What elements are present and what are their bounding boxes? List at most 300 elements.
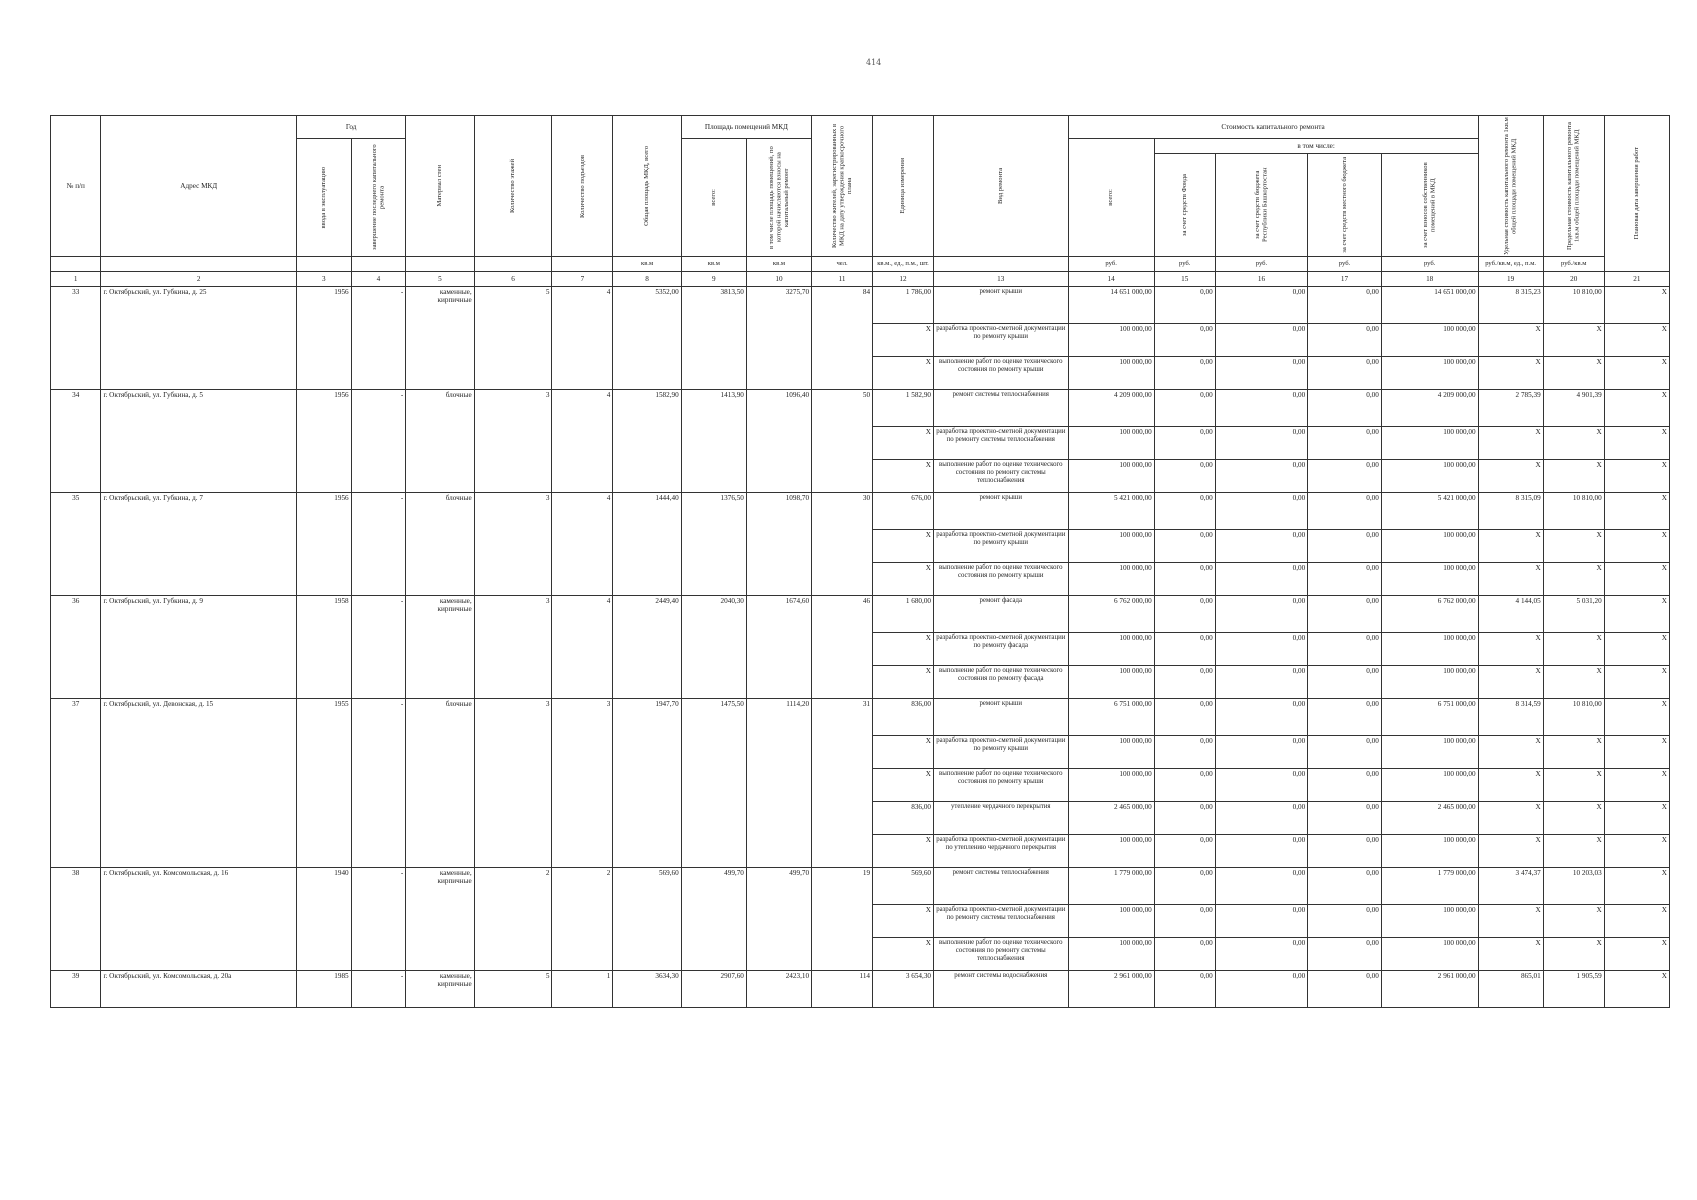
work-cost-republic: 0,00 (1215, 287, 1308, 324)
work-plan-date: X (1604, 971, 1669, 1008)
work-cost-republic: 0,00 (1215, 736, 1308, 769)
col-cost-owners-header: за счет взносов собственников помещений в МКД (1381, 154, 1478, 257)
row-area-contrib: 499,70 (746, 868, 811, 971)
work-qty: 836,00 (873, 699, 934, 736)
work-qty: X (873, 835, 934, 868)
work-cost-total: 2 961 000,00 (1068, 971, 1154, 1008)
work-unit-cost: X (1478, 835, 1543, 868)
work-cost-total: 100 000,00 (1068, 460, 1154, 493)
row-material: блочные (406, 390, 474, 493)
work-qty: X (873, 736, 934, 769)
row-last-repair: - (351, 287, 406, 390)
row-last-repair: - (351, 493, 406, 596)
work-cost-fund: 0,00 (1154, 938, 1215, 971)
work-cost-total: 100 000,00 (1068, 905, 1154, 938)
col-limit-cost-header: Предельная стоимость капитального ремонта 1кв.м общей площади помещений МКД (1543, 116, 1604, 257)
work-plan-date: X (1604, 563, 1669, 596)
work-cost-local: 0,00 (1308, 460, 1382, 493)
row-area-all: 1413,90 (681, 390, 746, 493)
row-total-area: 1444,40 (613, 493, 681, 596)
work-type: ремонт крыши (934, 699, 1069, 736)
work-cost-owners: 100 000,00 (1381, 666, 1478, 699)
work-plan-date: X (1604, 938, 1669, 971)
work-unit-cost: X (1478, 666, 1543, 699)
work-cost-republic: 0,00 (1215, 493, 1308, 530)
work-plan-date: X (1604, 493, 1669, 530)
work-cost-total: 6 762 000,00 (1068, 596, 1154, 633)
row-area-contrib: 3275,70 (746, 287, 811, 390)
col-cost-group-header: Стоимость капитального ремонта (1068, 116, 1478, 139)
work-unit-cost: X (1478, 905, 1543, 938)
row-residents: 31 (812, 699, 873, 868)
work-qty: 1 680,00 (873, 596, 934, 633)
work-type: разработка проектно-сметной документации по ремонту крыши (934, 324, 1069, 357)
work-cost-owners: 100 000,00 (1381, 427, 1478, 460)
col-material-header: Материал стен (406, 116, 474, 257)
work-cost-fund: 0,00 (1154, 287, 1215, 324)
work-qty: 3 654,30 (873, 971, 934, 1008)
col-area-group-header: Площадь помещений МКД (681, 116, 811, 139)
work-unit-cost: X (1478, 736, 1543, 769)
work-type: выполнение работ по оценке технического состояния по ремонту системы теплоснабжения (934, 460, 1069, 493)
row-address: г. Октябрьский, ул. Губкина, д. 9 (101, 596, 297, 699)
row-total-area: 3634,30 (613, 971, 681, 1008)
work-unit-cost: 2 785,39 (1478, 390, 1543, 427)
work-type: выполнение работ по оценке технического состояния по ремонту крыши (934, 357, 1069, 390)
table-body (51, 287, 1670, 1008)
work-cost-fund: 0,00 (1154, 802, 1215, 835)
row-area-contrib: 2423,10 (746, 971, 811, 1008)
work-plan-date: X (1604, 287, 1669, 324)
work-plan-date: X (1604, 390, 1669, 427)
work-plan-date: X (1604, 666, 1669, 699)
row-address: г. Октябрьский, ул. Комсомольская, д. 20а (101, 971, 297, 1008)
work-cost-total: 100 000,00 (1068, 530, 1154, 563)
row-area-contrib: 1096,40 (746, 390, 811, 493)
row-address: г. Октябрьский, ул. Губкина, д. 25 (101, 287, 297, 390)
work-qty: X (873, 530, 934, 563)
row-number: 34 (51, 390, 101, 493)
work-cost-republic: 0,00 (1215, 390, 1308, 427)
work-cost-fund: 0,00 (1154, 905, 1215, 938)
row-floors: 3 (474, 493, 552, 596)
work-cost-republic: 0,00 (1215, 596, 1308, 633)
work-type: ремонт системы теплоснабжения (934, 390, 1069, 427)
row-area-all: 499,70 (681, 868, 746, 971)
work-limit-cost: 10 810,00 (1543, 699, 1604, 736)
row-year: 1958 (296, 596, 351, 699)
row-residents: 30 (812, 493, 873, 596)
work-cost-republic: 0,00 (1215, 563, 1308, 596)
work-limit-cost: X (1543, 802, 1604, 835)
work-cost-owners: 1 779 000,00 (1381, 868, 1478, 905)
work-cost-total: 100 000,00 (1068, 736, 1154, 769)
work-plan-date: X (1604, 835, 1669, 868)
col-floors-header: Количество этажей (474, 116, 552, 257)
row-address: г. Октябрьский, ул. Комсомольская, д. 16 (101, 868, 297, 971)
col-no-header: № п/п (51, 116, 101, 257)
work-unit-cost: X (1478, 938, 1543, 971)
work-limit-cost: X (1543, 736, 1604, 769)
work-cost-republic: 0,00 (1215, 357, 1308, 390)
col-year-commission-header: ввода в эксплуатацию (296, 139, 351, 257)
work-cost-total: 1 779 000,00 (1068, 868, 1154, 905)
page-number: 414 (866, 58, 882, 67)
work-cost-fund: 0,00 (1154, 324, 1215, 357)
work-cost-local: 0,00 (1308, 287, 1382, 324)
work-cost-fund: 0,00 (1154, 357, 1215, 390)
work-cost-owners: 100 000,00 (1381, 324, 1478, 357)
work-limit-cost: 10 810,00 (1543, 493, 1604, 530)
work-limit-cost: X (1543, 563, 1604, 596)
row-address: г. Октябрьский, ул. Губкина, д. 5 (101, 390, 297, 493)
work-cost-owners: 100 000,00 (1381, 769, 1478, 802)
col-year-last-repair-header: завершение последнего капитального ремонта (351, 139, 406, 257)
work-cost-local: 0,00 (1308, 835, 1382, 868)
work-cost-total: 100 000,00 (1068, 563, 1154, 596)
work-cost-total: 6 751 000,00 (1068, 699, 1154, 736)
work-cost-fund: 0,00 (1154, 835, 1215, 868)
work-cost-local: 0,00 (1308, 699, 1382, 736)
work-cost-owners: 2 465 000,00 (1381, 802, 1478, 835)
work-limit-cost: X (1543, 769, 1604, 802)
col-total-area-header: Общая площадь МКД, всего (613, 116, 681, 257)
work-limit-cost: X (1543, 530, 1604, 563)
work-qty: X (873, 427, 934, 460)
col-cost-fund-header: за счет средств Фонда (1154, 154, 1215, 257)
work-cost-republic: 0,00 (1215, 427, 1308, 460)
row-material: каменные, кирпичные (406, 287, 474, 390)
row-floors: 5 (474, 287, 552, 390)
units-row: кв.м кв.м кв.м чел. кв.м., ед., п.м., шт. руб. руб. руб. руб. руб. руб./кв.м, ед., п.м. руб./кв.м (51, 257, 1670, 272)
work-cost-republic: 0,00 (1215, 460, 1308, 493)
work-unit-cost: X (1478, 427, 1543, 460)
work-type: разработка проектно-сметной документации по ремонту крыши (934, 530, 1069, 563)
work-cost-republic: 0,00 (1215, 938, 1308, 971)
work-limit-cost: X (1543, 460, 1604, 493)
row-entrances: 1 (552, 971, 613, 1008)
table-row (51, 493, 1670, 530)
work-cost-total: 100 000,00 (1068, 324, 1154, 357)
work-cost-local: 0,00 (1308, 530, 1382, 563)
row-number: 38 (51, 868, 101, 971)
col-area-contrib-header: в том числе площадь помещений, по которой начисляются взносы на капитальный ремонт (746, 139, 811, 257)
row-area-contrib: 1114,20 (746, 699, 811, 868)
col-plan-date-header: Плановая дата завершения работ (1604, 116, 1669, 272)
row-year: 1956 (296, 390, 351, 493)
work-unit-cost: X (1478, 530, 1543, 563)
work-limit-cost: 10 810,00 (1543, 287, 1604, 324)
row-total-area: 2449,40 (613, 596, 681, 699)
work-cost-total: 4 209 000,00 (1068, 390, 1154, 427)
row-last-repair: - (351, 390, 406, 493)
work-cost-total: 100 000,00 (1068, 357, 1154, 390)
work-qty: X (873, 324, 934, 357)
work-unit-cost: X (1478, 324, 1543, 357)
work-cost-owners: 6 762 000,00 (1381, 596, 1478, 633)
work-unit-cost: 8 315,23 (1478, 287, 1543, 324)
work-plan-date: X (1604, 699, 1669, 736)
table-row (51, 699, 1670, 736)
work-cost-owners: 100 000,00 (1381, 938, 1478, 971)
work-cost-total: 100 000,00 (1068, 427, 1154, 460)
work-limit-cost: 10 203,03 (1543, 868, 1604, 905)
work-cost-owners: 6 751 000,00 (1381, 699, 1478, 736)
work-plan-date: X (1604, 427, 1669, 460)
capital-repair-table (50, 115, 1670, 1008)
work-type: разработка проектно-сметной документации по ремонту крыши (934, 736, 1069, 769)
row-area-contrib: 1674,60 (746, 596, 811, 699)
work-cost-fund: 0,00 (1154, 868, 1215, 905)
work-unit-cost: X (1478, 357, 1543, 390)
work-cost-owners: 100 000,00 (1381, 357, 1478, 390)
work-cost-total: 100 000,00 (1068, 835, 1154, 868)
table-row (51, 868, 1670, 905)
row-material: каменные, кирпичные (406, 971, 474, 1008)
work-type: разработка проектно-сметной документации по ремонту системы теплоснабжения (934, 905, 1069, 938)
work-unit-cost: 3 474,37 (1478, 868, 1543, 905)
work-cost-local: 0,00 (1308, 736, 1382, 769)
work-type: разработка проектно-сметной документации по утеплению чердачного перекрытия (934, 835, 1069, 868)
work-qty: 676,00 (873, 493, 934, 530)
work-cost-owners: 100 000,00 (1381, 633, 1478, 666)
work-type: выполнение работ по оценке технического состояния по ремонту крыши (934, 769, 1069, 802)
work-limit-cost: X (1543, 835, 1604, 868)
table-header (51, 116, 1670, 287)
work-cost-republic: 0,00 (1215, 769, 1308, 802)
col-year-group-header: Год (296, 116, 405, 139)
work-cost-local: 0,00 (1308, 390, 1382, 427)
row-material: блочные (406, 699, 474, 868)
row-entrances: 3 (552, 699, 613, 868)
work-qty: 569,60 (873, 868, 934, 905)
work-cost-fund: 0,00 (1154, 971, 1215, 1008)
row-area-all: 1376,50 (681, 493, 746, 596)
col-residents-header: Количество жителей, зарегистрированных в МКД на дату утверждения краткосрочного плана (812, 116, 873, 257)
work-qty: X (873, 905, 934, 938)
work-cost-total: 100 000,00 (1068, 769, 1154, 802)
work-cost-local: 0,00 (1308, 971, 1382, 1008)
row-material: каменные, кирпичные (406, 868, 474, 971)
work-plan-date: X (1604, 633, 1669, 666)
work-cost-republic: 0,00 (1215, 666, 1308, 699)
work-qty: X (873, 666, 934, 699)
work-plan-date: X (1604, 905, 1669, 938)
row-last-repair: - (351, 699, 406, 868)
work-unit-cost: X (1478, 460, 1543, 493)
work-unit-cost: X (1478, 633, 1543, 666)
work-cost-owners: 5 421 000,00 (1381, 493, 1478, 530)
column-numbers-row: 1 2 3 4 5 6 7 8 9 10 11 12 13 14 15 16 17 18 19 20 21 (51, 272, 1670, 287)
work-unit-cost: 4 144,05 (1478, 596, 1543, 633)
work-type: ремонт фасада (934, 596, 1069, 633)
work-cost-local: 0,00 (1308, 938, 1382, 971)
work-cost-total: 100 000,00 (1068, 666, 1154, 699)
work-cost-fund: 0,00 (1154, 390, 1215, 427)
row-entrances: 4 (552, 493, 613, 596)
work-plan-date: X (1604, 460, 1669, 493)
table-row (51, 596, 1670, 633)
work-cost-owners: 100 000,00 (1381, 460, 1478, 493)
row-area-all: 1475,50 (681, 699, 746, 868)
work-cost-fund: 0,00 (1154, 633, 1215, 666)
table-row (51, 287, 1670, 324)
row-residents: 19 (812, 868, 873, 971)
row-floors: 3 (474, 596, 552, 699)
row-address: г. Октябрьский, ул. Губкина, д. 7 (101, 493, 297, 596)
row-area-all: 2907,60 (681, 971, 746, 1008)
work-cost-owners: 2 961 000,00 (1381, 971, 1478, 1008)
work-cost-local: 0,00 (1308, 868, 1382, 905)
work-plan-date: X (1604, 596, 1669, 633)
work-qty: 1 786,00 (873, 287, 934, 324)
row-residents: 50 (812, 390, 873, 493)
col-work-type-header: Вид ремонта (934, 116, 1069, 257)
work-cost-republic: 0,00 (1215, 835, 1308, 868)
work-cost-local: 0,00 (1308, 427, 1382, 460)
row-entrances: 4 (552, 596, 613, 699)
work-unit-cost: 8 314,59 (1478, 699, 1543, 736)
work-cost-fund: 0,00 (1154, 493, 1215, 530)
work-cost-total: 5 421 000,00 (1068, 493, 1154, 530)
work-plan-date: X (1604, 530, 1669, 563)
work-qty: 836,00 (873, 802, 934, 835)
work-cost-fund: 0,00 (1154, 596, 1215, 633)
row-area-contrib: 1098,70 (746, 493, 811, 596)
work-cost-republic: 0,00 (1215, 530, 1308, 563)
work-cost-fund: 0,00 (1154, 699, 1215, 736)
work-unit-cost: X (1478, 563, 1543, 596)
work-cost-owners: 100 000,00 (1381, 905, 1478, 938)
row-last-repair: - (351, 971, 406, 1008)
work-cost-owners: 100 000,00 (1381, 835, 1478, 868)
work-qty: X (873, 460, 934, 493)
row-material: каменные, кирпичные (406, 596, 474, 699)
col-cost-total-header: всего: (1068, 139, 1154, 257)
work-qty: X (873, 938, 934, 971)
col-address-header: Адрес МКД (101, 116, 297, 257)
col-entrances-header: Количество подъездов (552, 116, 613, 257)
work-unit-cost: 865,01 (1478, 971, 1543, 1008)
work-cost-fund: 0,00 (1154, 563, 1215, 596)
row-last-repair: - (351, 868, 406, 971)
work-cost-fund: 0,00 (1154, 530, 1215, 563)
work-cost-republic: 0,00 (1215, 802, 1308, 835)
row-total-area: 1947,70 (613, 699, 681, 868)
row-floors: 3 (474, 699, 552, 868)
work-type: выполнение работ по оценке технического состояния по ремонту крыши (934, 563, 1069, 596)
work-limit-cost: X (1543, 633, 1604, 666)
row-entrances: 2 (552, 868, 613, 971)
row-entrances: 4 (552, 287, 613, 390)
work-plan-date: X (1604, 802, 1669, 835)
row-year: 1985 (296, 971, 351, 1008)
work-cost-republic: 0,00 (1215, 324, 1308, 357)
work-limit-cost: 1 905,59 (1543, 971, 1604, 1008)
work-cost-local: 0,00 (1308, 633, 1382, 666)
work-cost-local: 0,00 (1308, 802, 1382, 835)
work-cost-total: 100 000,00 (1068, 938, 1154, 971)
work-qty: X (873, 563, 934, 596)
work-limit-cost: X (1543, 427, 1604, 460)
row-year: 1956 (296, 287, 351, 390)
work-type: утепление чердачного перекрытия (934, 802, 1069, 835)
work-cost-owners: 14 651 000,00 (1381, 287, 1478, 324)
work-unit-cost: 8 315,09 (1478, 493, 1543, 530)
col-incl-header: в том числе: (1154, 139, 1478, 154)
work-unit-cost: X (1478, 802, 1543, 835)
row-residents: 84 (812, 287, 873, 390)
work-cost-republic: 0,00 (1215, 971, 1308, 1008)
work-cost-owners: 100 000,00 (1381, 530, 1478, 563)
row-area-all: 2040,30 (681, 596, 746, 699)
work-qty: X (873, 633, 934, 666)
work-plan-date: X (1604, 736, 1669, 769)
row-residents: 114 (812, 971, 873, 1008)
col-area-all-header: всего: (681, 139, 746, 257)
work-cost-local: 0,00 (1308, 324, 1382, 357)
row-area-all: 3813,50 (681, 287, 746, 390)
work-type: ремонт крыши (934, 287, 1069, 324)
work-type: разработка проектно-сметной документации по ремонту фасада (934, 633, 1069, 666)
work-cost-local: 0,00 (1308, 563, 1382, 596)
table-row (51, 390, 1670, 427)
work-limit-cost: 5 031,20 (1543, 596, 1604, 633)
col-unit-header: Единица измерения (873, 116, 934, 257)
work-cost-fund: 0,00 (1154, 427, 1215, 460)
work-qty: 1 582,90 (873, 390, 934, 427)
row-floors: 5 (474, 971, 552, 1008)
work-cost-republic: 0,00 (1215, 633, 1308, 666)
work-limit-cost: X (1543, 324, 1604, 357)
work-limit-cost: X (1543, 666, 1604, 699)
row-material: блочные (406, 493, 474, 596)
work-type: выполнение работ по оценке технического состояния по ремонту системы теплоснабжения (934, 938, 1069, 971)
work-type: выполнение работ по оценке технического состояния по ремонту фасада (934, 666, 1069, 699)
row-year: 1956 (296, 493, 351, 596)
work-cost-owners: 100 000,00 (1381, 563, 1478, 596)
col-cost-local-header: за счет средств местного бюджета (1308, 154, 1382, 257)
row-year: 1955 (296, 699, 351, 868)
work-cost-total: 2 465 000,00 (1068, 802, 1154, 835)
work-cost-fund: 0,00 (1154, 736, 1215, 769)
row-last-repair: - (351, 596, 406, 699)
work-cost-local: 0,00 (1308, 666, 1382, 699)
work-type: ремонт системы теплоснабжения (934, 868, 1069, 905)
work-cost-local: 0,00 (1308, 769, 1382, 802)
work-qty: X (873, 357, 934, 390)
row-number: 35 (51, 493, 101, 596)
row-entrances: 4 (552, 390, 613, 493)
work-cost-republic: 0,00 (1215, 905, 1308, 938)
work-limit-cost: 4 901,39 (1543, 390, 1604, 427)
work-unit-cost: X (1478, 769, 1543, 802)
col-cost-republic-header: за счет средств бюджета Республики Башкортостан (1215, 154, 1308, 257)
work-cost-total: 14 651 000,00 (1068, 287, 1154, 324)
table-row (51, 971, 1670, 1008)
row-residents: 46 (812, 596, 873, 699)
row-address: г. Октябрьский, ул. Девонская, д. 15 (101, 699, 297, 868)
work-cost-fund: 0,00 (1154, 666, 1215, 699)
work-cost-republic: 0,00 (1215, 868, 1308, 905)
row-year: 1940 (296, 868, 351, 971)
work-limit-cost: X (1543, 938, 1604, 971)
work-cost-fund: 0,00 (1154, 460, 1215, 493)
work-type: ремонт системы водоснабжения (934, 971, 1069, 1008)
work-cost-republic: 0,00 (1215, 699, 1308, 736)
work-plan-date: X (1604, 868, 1669, 905)
row-total-area: 569,60 (613, 868, 681, 971)
